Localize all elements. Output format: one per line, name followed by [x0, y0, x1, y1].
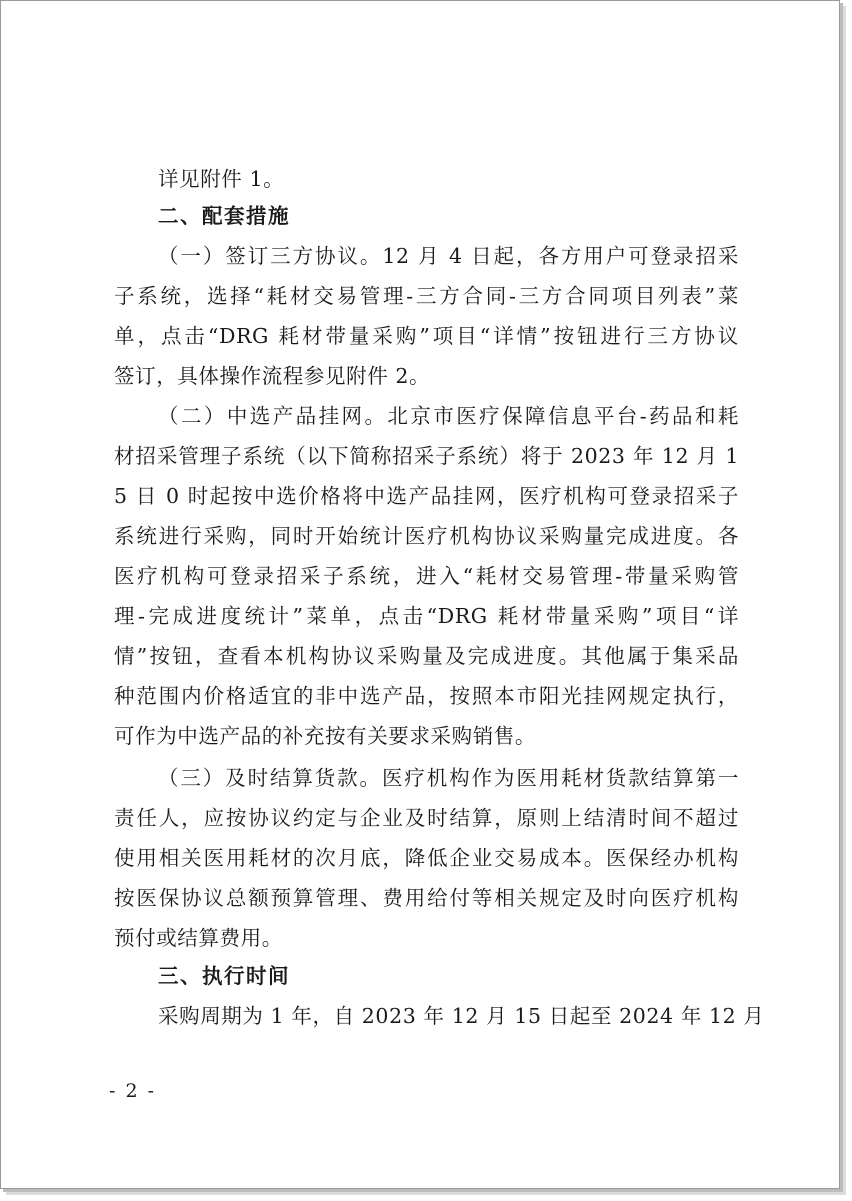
- body-line: （三）及时结算货款。医疗机构作为医用耗材货款结算第一: [158, 766, 739, 790]
- body-line: （一）签订三方协议。12 月 4 日起，各方用户可登录招采: [158, 244, 739, 268]
- section-heading: 二、配套措施: [158, 204, 290, 228]
- body-line: 签订，具体操作流程参见附件 2。: [114, 364, 431, 388]
- section-heading: 三、执行时间: [158, 964, 290, 988]
- body-line: 按医保协议总额预算管理、费用给付等相关规定及时向医疗机构: [114, 886, 739, 910]
- body-line: 责任人，应按协议约定与企业及时结算，原则上结清时间不超过: [114, 806, 739, 830]
- body-line: 采购周期为 1 年，自 2023 年 12 月 15 日起至 2024 年 12 月: [158, 1004, 765, 1028]
- body-line: 单，点击“DRG 耗材带量采购”项目“详情”按钮进行三方协议: [114, 324, 739, 348]
- body-line: 预付或结算费用。: [114, 926, 283, 950]
- body-line: 理-完成进度统计”菜单，点击“DRG 耗材带量采购”项目“详: [114, 604, 739, 628]
- body-line: 材招采管理子系统（以下简称招采子系统）将于 2023 年 12 月 1: [114, 444, 739, 468]
- page-number: - 2 -: [109, 1080, 157, 1102]
- body-line: 医疗机构可登录招采子系统，进入“耗材交易管理-带量采购管: [114, 564, 739, 588]
- body-line: 详见附件 1。: [158, 167, 285, 191]
- body-line: 子系统，选择“耗材交易管理-三方合同-三方合同项目列表”菜: [114, 284, 739, 308]
- body-line: 情”按钮，查看本机构协议采购量及完成进度。其他属于集采品: [114, 644, 739, 668]
- body-line: 使用相关医用耗材的次月底，降低企业交易成本。医保经办机构: [114, 846, 739, 870]
- body-line: （二）中选产品挂网。北京市医疗保障信息平台-药品和耗: [158, 404, 739, 428]
- body-line: 系统进行采购，同时开始统计医疗机构协议采购量完成进度。各: [114, 524, 739, 548]
- body-line: 种范围内价格适宜的非中选产品，按照本市阳光挂网规定执行，: [114, 684, 739, 708]
- body-line: 可作为中选产品的补充按有关要求采购销售。: [114, 724, 536, 748]
- body-line: 5 日 0 时起按中选价格将中选产品挂网，医疗机构可登录招采子: [114, 484, 739, 508]
